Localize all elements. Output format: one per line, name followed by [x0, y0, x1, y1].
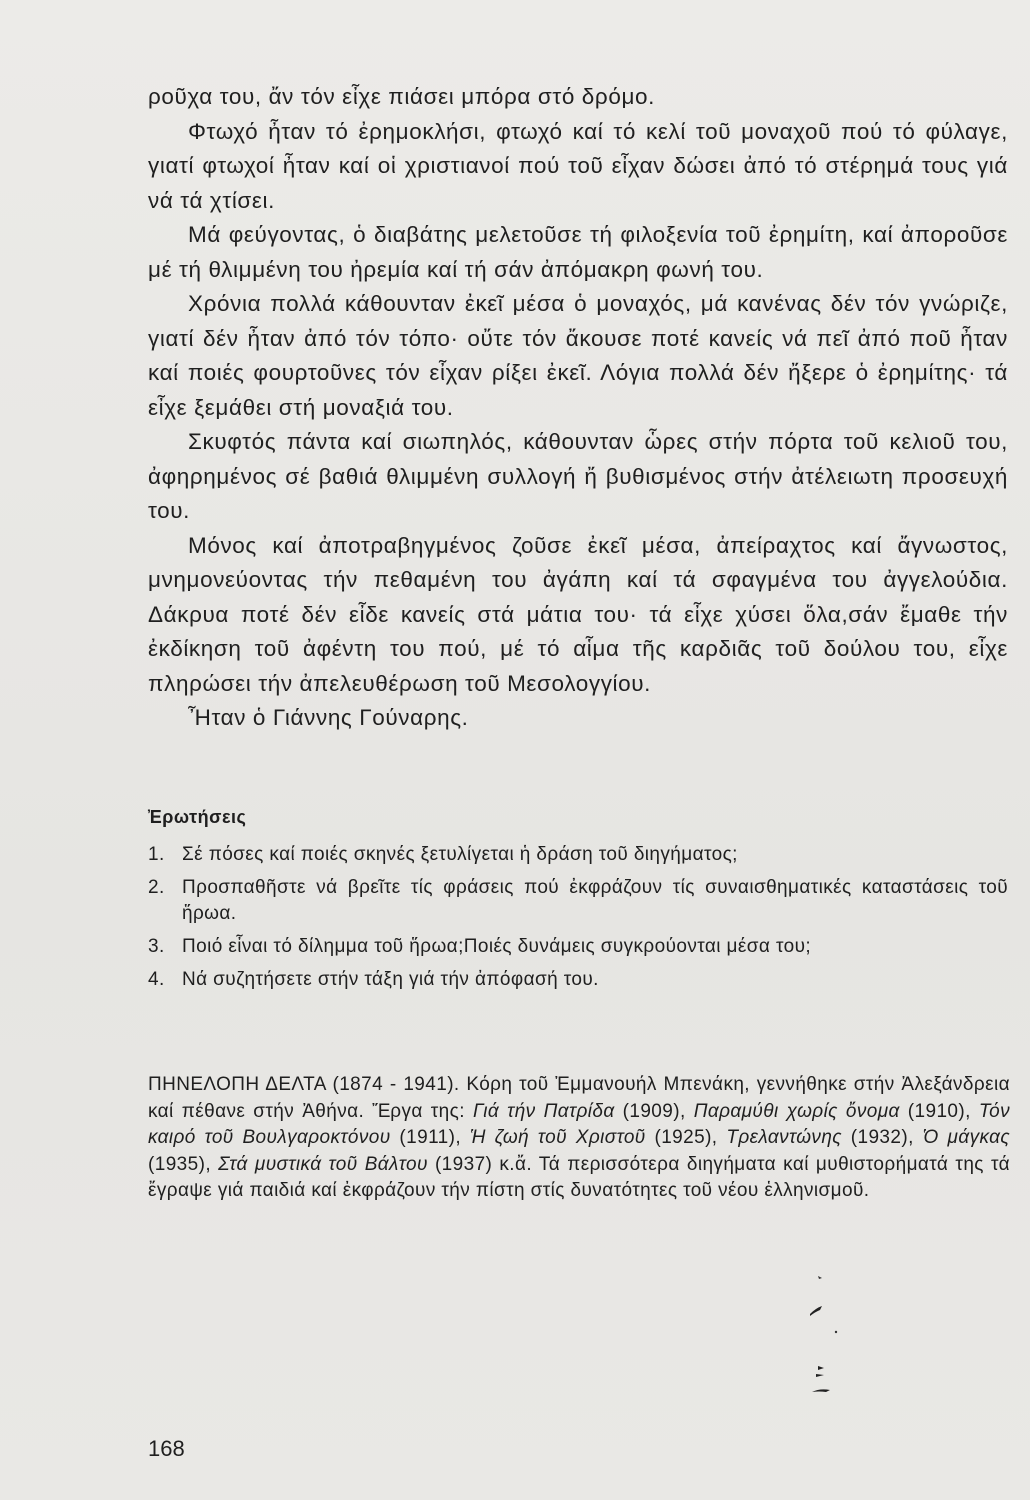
bio-text: ΠΗΝΕΛΟΠΗ ΔΕΛΤΑ (1874 - 1941). Κόρη τοῦ Ἐμμανουήλ Μπενάκη, γεννήθηκε στήν Ἀλεξάνδρεια καί πέθανε στήν Ἀθήνα. Ἔργα της: [148, 1074, 1010, 1122]
work-title: Ἡ ζωή τοῦ Χριστοῦ [469, 1127, 646, 1148]
bio-text: (1910), [899, 1100, 979, 1122]
paragraph: Μά φεύγοντας, ὁ διαβάτης μελετοῦσε τή φιλοξενία τοῦ ἐρημίτη, καί ἀποροῦσε μέ τή θλιμμένη του ἠρεμία καί τή σάν ἀπόμακρη φωνή του. [148, 222, 1008, 282]
question-text: Προσπαθῆστε νά βρεῖτε τίς φράσεις πού ἐκφράζουν τίς συναισθηματικές καταστάσεις τοῦ ἥρωα. [182, 877, 1008, 924]
bio-text: (1925), [645, 1127, 727, 1148]
bio-text: (1935), [148, 1153, 219, 1175]
author-bio [148, 1072, 1010, 1205]
bio-text: (1911), [390, 1127, 470, 1148]
work-title: Γιά τήν Πατρίδα [472, 1100, 615, 1122]
question-number: 2. [148, 877, 165, 898]
paragraph: Χρόνια πολλά κάθουνταν ἐκεῖ μέσα ὁ μοναχός, μά κανένας δέν τόν γνώριζε, γιατί δέν ἦταν ἀπό τόν τόπο· οὔτε τόν ἄκουσε ποτέ κανείς νά πεῖ ἀπό ποῦ ἦταν καί ποιές φουρτοῦνες τόν εἶχαν ρίξει ἐκεῖ. Λόγια πολλά δέν ἤξερε ὁ ἐρημίτης· τά εἶχε ξεμάθει στή μοναξιά του. [148, 291, 1008, 420]
question-number: 4. [148, 969, 165, 990]
question-item [148, 934, 1008, 960]
question-item [148, 875, 1008, 927]
question-text: Σέ πόσες καί ποιές σκηνές ξετυλίγεται ἡ δράση τοῦ διηγήματος; [182, 844, 738, 865]
questions-heading: Ἐρωτήσεις [148, 807, 247, 827]
story-text [148, 80, 1008, 736]
bio-text: (1932), [841, 1127, 923, 1148]
page-number: 168 [148, 1436, 185, 1461]
ink-specks [790, 1270, 850, 1410]
question-number: 3. [148, 936, 165, 957]
work-title: Ὁ μάγκας [922, 1127, 1011, 1148]
work-title: Τόν καιρό τοῦ Βουλγαροκτόνου [148, 1100, 1010, 1148]
question-text: Ποιό εἶναι τό δίλημμα τοῦ ἥρωα;Ποιές δυνάμεις συγκρούονται μέσα του; [182, 936, 812, 957]
paragraph: Μόνος καί ἀποτραβηγμένος ζοῦσε ἐκεῖ μέσα, ἀπείραχτος καί ἄγνωστος, μνημονεύοντας τήν πεθαμένη του ἀγάπη καί τά σφαγμένα του ἀγγελούδια. Δάκρυα ποτέ δέν εἶδε κανείς στά μάτια του· τά εἶχε χύσει ὅλα,σάν ἔμαθε τήν ἐκδίκηση τοῦ ἀφέντη του πού, μέ τό αἷμα τῆς καρδιᾶς τοῦ δούλου του, εἶχε πληρώσει τήν ἀπελευθέρωση τοῦ Μεσολογγίου. [148, 532, 1008, 696]
question-number: 1. [148, 844, 165, 865]
bio-text: (1937) κ.ἄ. Τά περισσότερα διηγήματα καί μυθιστορήματά της τά ἔγραψε γιά παιδιά καί ἐκφράζουν τήν πίστη στίς δυνατότητες τοῦ νέου ἑλληνισμοῦ. [148, 1153, 1010, 1201]
question-item [148, 967, 1008, 993]
paragraph: Ἦταν ὁ Γιάννης Γούναρης. [188, 705, 469, 730]
work-title: Τρελαντώνης [726, 1127, 842, 1148]
question-item [148, 842, 1008, 868]
work-title: Στά μυστικά τοῦ Βάλτου [218, 1153, 428, 1175]
paragraph: Φτωχό ἦταν τό ἐρημοκλήσι, φτωχό καί τό κελί τοῦ μοναχοῦ πού τό φύλαγε, γιατί φτωχοί ἦταν καί οἱ χριστιανοί πού τοῦ εἶχαν δώσει ἀπό τό στέρημά τους γιά νά τά χτίσει. [148, 118, 1008, 213]
bio-text: (1909), [614, 1100, 694, 1122]
paragraph: Σκυφτός πάντα καί σιωπηλός, κάθουνταν ὧρες στήν πόρτα τοῦ κελιοῦ του, ἀφηρημένος σέ βαθιά θλιμμένη συλλογή ἤ βυθισμένος στήν ἀτέλειωτη προσευχή του. [148, 429, 1008, 523]
work-title: Παραμύθι χωρίς ὄνομα [693, 1100, 900, 1122]
paragraph: ροῦχα του, ἄν τόν εἶχε πιάσει μπόρα στό δρόμο. [148, 84, 655, 109]
questions-list [148, 842, 1008, 1000]
question-text: Νά συζητήσετε στήν τάξη γιά τήν ἀπόφασή του. [182, 969, 599, 990]
